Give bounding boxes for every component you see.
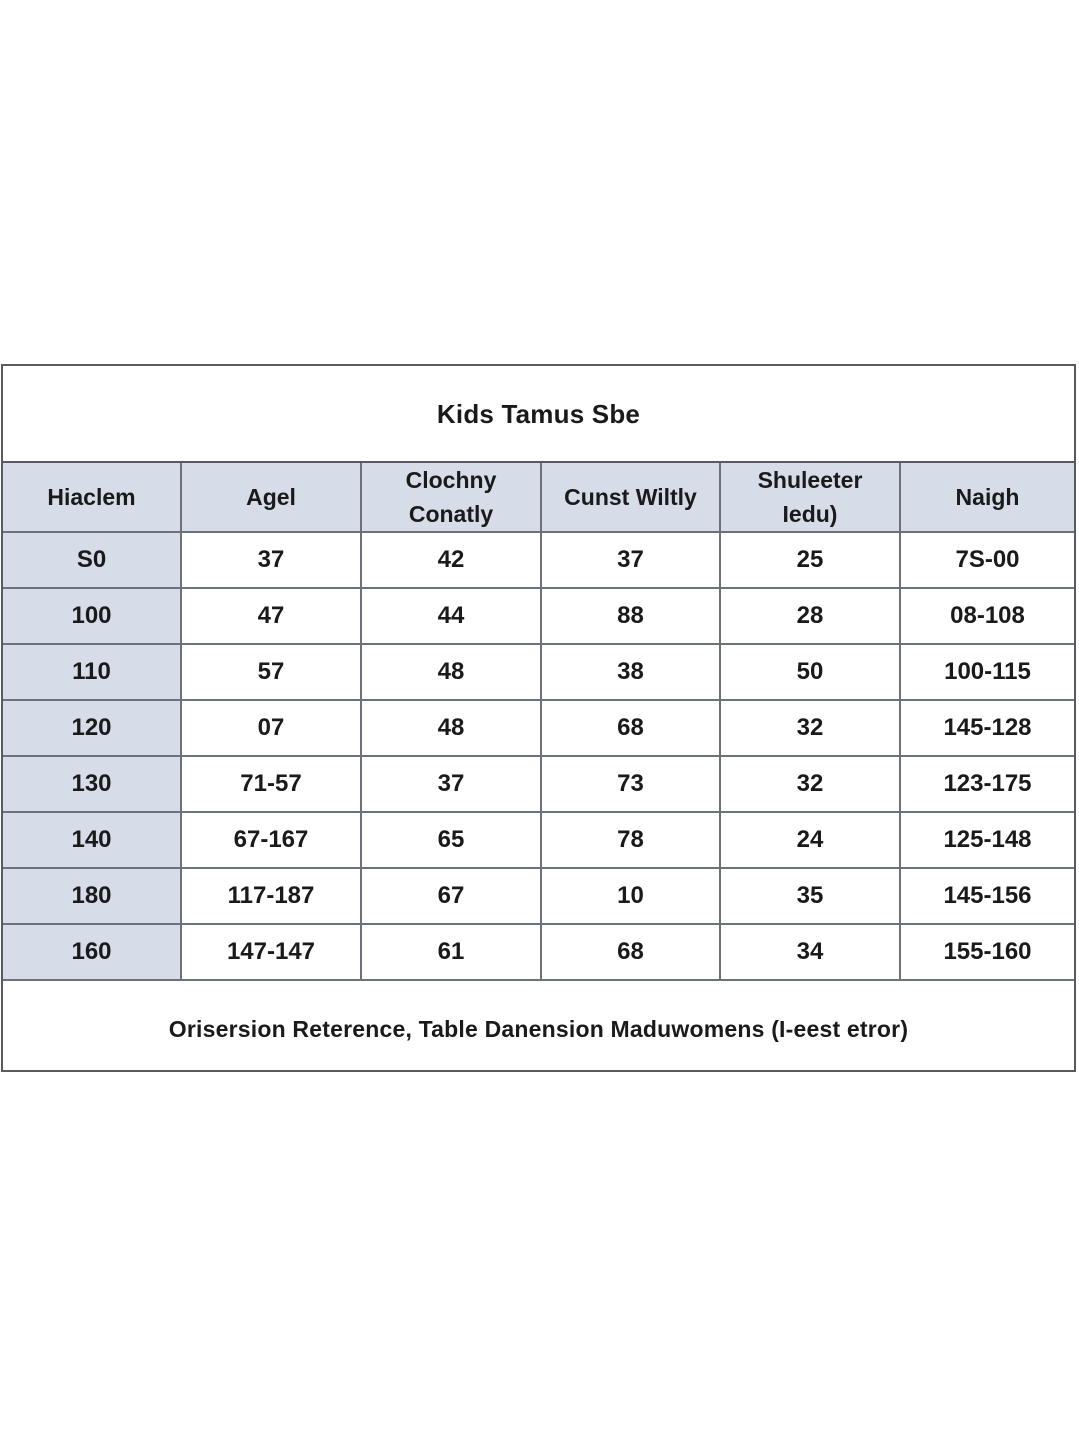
header-line: Clochny: [405, 467, 497, 493]
table-row: [3, 700, 1074, 756]
table-cell: 155-160: [900, 924, 1074, 980]
table-cell: 71-57: [181, 756, 361, 812]
size-cell: 140: [3, 812, 181, 868]
table-cell: 67: [361, 868, 541, 924]
header-cell: [720, 463, 900, 532]
table-cell: 44: [361, 588, 541, 644]
size-cell: 130: [3, 756, 181, 812]
table-cell: 38: [541, 644, 720, 700]
table-cell: 145-156: [900, 868, 1074, 924]
table-cell: 37: [541, 532, 720, 588]
table-cell: 68: [541, 700, 720, 756]
table-title: Kids Tamus Sbe: [436, 399, 641, 429]
title-bar: [3, 366, 1074, 463]
table-cell: 50: [720, 644, 900, 700]
footer-note: Orisersion Reterence, Table Danension Maduwomens (I-eest etror): [168, 1015, 909, 1042]
size-cell: 100: [3, 588, 181, 644]
header-cell: [181, 463, 361, 532]
header-row: [3, 463, 1074, 532]
table-cell: 123-175: [900, 756, 1074, 812]
table-cell: 32: [720, 756, 900, 812]
size-cell: 180: [3, 868, 181, 924]
table-header: [3, 463, 1074, 532]
table-row: [3, 868, 1074, 924]
table-cell: 47: [181, 588, 361, 644]
table-cell: 07: [181, 700, 361, 756]
header-cell: [541, 463, 720, 532]
table-cell: 37: [181, 532, 361, 588]
table-cell: 48: [361, 700, 541, 756]
size-table: [3, 463, 1074, 981]
table-cell: 61: [361, 924, 541, 980]
table-cell: 73: [541, 756, 720, 812]
footer: [3, 981, 1074, 1071]
table-cell: 34: [720, 924, 900, 980]
header-cell: [3, 463, 181, 532]
header-cell: [900, 463, 1074, 532]
table-cell: 57: [181, 644, 361, 700]
table-cell: 42: [361, 532, 541, 588]
size-cell: 160: [3, 924, 181, 980]
table-row: [3, 588, 1074, 644]
table-cell: 32: [720, 700, 900, 756]
size-chart-card: [1, 364, 1076, 1072]
table-cell: 7S-00: [900, 532, 1074, 588]
header-line: Agel: [246, 484, 296, 510]
table-row: [3, 924, 1074, 980]
table-cell: 117-187: [181, 868, 361, 924]
table-body: [3, 532, 1074, 980]
table-cell: 10: [541, 868, 720, 924]
size-cell: 110: [3, 644, 181, 700]
table-cell: 24: [720, 812, 900, 868]
table-cell: 67-167: [181, 812, 361, 868]
header-line: Iedu): [782, 501, 838, 527]
header-line: Conatly: [408, 501, 494, 527]
table-cell: 147-147: [181, 924, 361, 980]
size-cell: 120: [3, 700, 181, 756]
header-cell: [361, 463, 541, 532]
table-row: [3, 644, 1074, 700]
table-cell: 65: [361, 812, 541, 868]
table-cell: 08-108: [900, 588, 1074, 644]
table-cell: 25: [720, 532, 900, 588]
header-line: Naigh: [955, 484, 1020, 510]
table-row: [3, 812, 1074, 868]
table-row: [3, 532, 1074, 588]
table-cell: 145-128: [900, 700, 1074, 756]
table-cell: 35: [720, 868, 900, 924]
table-cell: 28: [720, 588, 900, 644]
table-cell: 37: [361, 756, 541, 812]
size-cell: S0: [3, 532, 181, 588]
table-cell: 88: [541, 588, 720, 644]
table-cell: 125-148: [900, 812, 1074, 868]
header-line: Shuleeter: [757, 467, 863, 493]
table-cell: 48: [361, 644, 541, 700]
table-row: [3, 756, 1074, 812]
header-line: Cunst Wiltly: [564, 484, 697, 510]
header-line: Hiaclem: [47, 484, 136, 510]
table-cell: 100-115: [900, 644, 1074, 700]
table-cell: 68: [541, 924, 720, 980]
table-cell: 78: [541, 812, 720, 868]
